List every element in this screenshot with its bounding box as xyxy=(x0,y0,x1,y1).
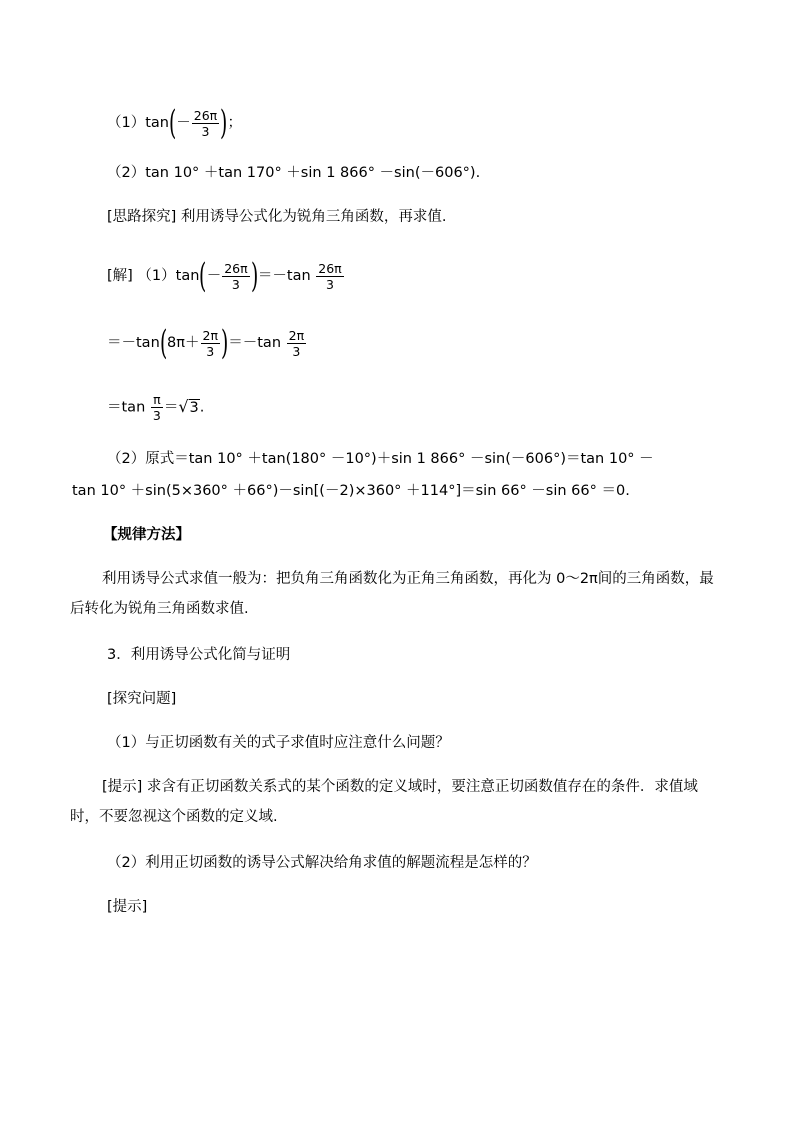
sqrt: √3 xyxy=(178,396,199,416)
fraction: $\frac{26\pi}{3}$ xyxy=(318,260,342,292)
section-3-title: 3．利用诱导公式化简与证明 xyxy=(107,647,291,663)
rule-method-body: 利用诱导公式求值一般为：把负角三角函数化为正角三角函数，再化为 0～2π间的三角函数，最后转化为锐角三角函数求值. xyxy=(70,571,714,617)
solution-step-2: ＝－tan(8π＋ $\frac{2\pi}{3}$ )＝－tan $\frac{2\pi}{3}$ xyxy=(107,323,305,363)
hint-2: [提示] xyxy=(107,899,148,915)
solution-step-3: ＝tan $\frac{\pi}{3}$ ＝√3. xyxy=(107,392,205,423)
question-1: （1）与正切函数有关的式子求值时应注意什么问题？ xyxy=(107,735,450,751)
probe-questions-title: [探究问题] xyxy=(107,691,177,707)
hint-1: [提示] 求含有正切函数关系式的某个函数的定义域时，要注意正切函数值存在的条件．求值域时，不要忽视这个函数的定义域. xyxy=(70,779,698,825)
fraction: $\frac{2\pi}{3}$ xyxy=(288,327,305,359)
problem-2: （2）tan 10° ＋tan 170° ＋sin 1 866° －sin(－606°). xyxy=(107,165,481,181)
problem-1-label: （1）tan xyxy=(107,115,169,131)
solution-2-line-2: tan 10° ＋sin(5×360° ＋66°)－sin[(－2)×360° ＋114°]＝sin 66° －sin 66° ＝0. xyxy=(72,483,630,499)
rule-method-title: 【规律方法】 xyxy=(103,527,190,543)
fraction: $\frac{2\pi}{3}$ xyxy=(202,327,218,359)
solution-step-1: [解] （1）tan(－ $\frac{26\pi}{3}$ )＝－tan $\frac{26\pi}{3}$ xyxy=(107,256,342,296)
thinking-exploration: [思路探究] 利用诱导公式化为锐角三角函数，再求值. xyxy=(107,209,447,225)
fraction: $\frac{26\pi}{3}$ xyxy=(224,260,248,292)
fraction: $\frac{26\pi}{3}$ xyxy=(193,107,218,139)
problem-1: （1）tan(－ $\frac{26\pi}{3}$ )； xyxy=(107,103,242,143)
solution-2-line-1: （2）原式＝tan 10° ＋tan(180° －10°)＋sin 1 866° －sin(－606°)＝tan 10° － xyxy=(107,451,654,467)
fraction: $\frac{\pi}{3}$ xyxy=(152,392,161,423)
question-2: （2）利用正切函数的诱导公式解决给角求值的解题流程是怎样的？ xyxy=(107,855,537,871)
